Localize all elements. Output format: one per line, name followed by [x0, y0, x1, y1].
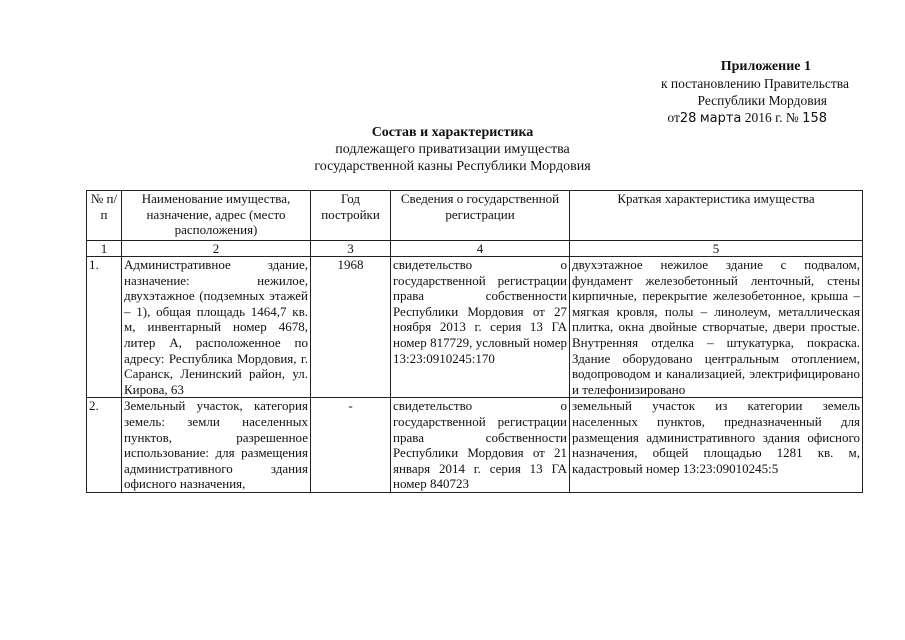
table-row [87, 398, 863, 493]
build-year: 1968 [311, 257, 391, 398]
document-title [0, 124, 905, 175]
title-main: Состав и характеристика [371, 125, 534, 140]
column-number: 5 [570, 241, 863, 257]
row-number: 2. [87, 398, 122, 493]
date-day: 28 [679, 111, 697, 126]
registration-info: свидетельство о государственной регистрации права собственности Республики Мордовия от 21 января 2014 г. серия 13 ГА номер 840723 [391, 398, 570, 493]
header-year: Год постройки [311, 191, 391, 241]
column-number: 1 [87, 241, 122, 257]
header-registration: Сведения о государственной регистрации [391, 191, 570, 241]
table-row [87, 257, 863, 398]
table-header-row [87, 191, 863, 241]
build-year: - [311, 398, 391, 493]
appendix-line2: Республики Мордовия [697, 93, 827, 108]
date-month: марта [699, 111, 742, 126]
title-sub1: подлежащего приватизации имущества [335, 142, 570, 157]
date-year: 2016 г. № [744, 110, 799, 125]
column-number: 3 [311, 241, 391, 257]
column-numbering-row [87, 241, 863, 257]
property-description: двухэтажное нежилое здание с подвалом, фундамент железобетонный ленточный, стены кирпичные, перекрытие железобетонное, крыша – мягкая кровля, полы – линолеум, металлическая плитка, окна двойные створчатые, двери простые. Внутренняя отделка – штукатурка, покраска. Здание оборудовано центральным отоплением, водопроводом и канализацией, электрифицировано и телефонизировано [570, 257, 863, 398]
doc-number: 158 [802, 111, 827, 126]
property-name: Земельный участок, категория земель: земли населенных пунктов, разрешенное использование: для размещения административного здания офисного назначения, [122, 398, 311, 493]
date-prefix: от [667, 110, 680, 125]
title-sub2: государственной казны Республики Мордовия [314, 159, 591, 174]
header-name: Наименование имущества, назначение, адрес (место расположения) [122, 191, 311, 241]
header-description: Краткая характеристика имущества [570, 191, 863, 241]
appendix-line1: к постановлению Правительства [660, 76, 849, 91]
property-table [86, 190, 863, 493]
column-number: 4 [391, 241, 570, 257]
appendix-header [661, 58, 849, 127]
registration-info: свидетельство о государственной регистрации права собственности Республики Мордовия от 27 ноября 2013 г. серия 13 ГА номер 817729, условный номер 13:23:0910245:170 [391, 257, 570, 398]
appendix-title: Приложение 1 [720, 59, 811, 74]
column-number: 2 [122, 241, 311, 257]
property-name: Административное здание, назначение: нежилое, двухэтажное (подземных этажей – 1), общая площадь 1464,7 кв. м, инвентарный номер 4678, литер А, расположенное по адресу: Республика Мордовия, г. Саранск, Ленинский район, ул. Кирова, 63 [122, 257, 311, 398]
header-number: № п/п [87, 191, 122, 241]
property-description: земельный участок из категории земель населенных пунктов, предназначенный для размещения административного здания офисного назначения, общей площадью 1281 кв. м, кадастровый номер 13:23:09010245:5 [570, 398, 863, 493]
row-number: 1. [87, 257, 122, 398]
